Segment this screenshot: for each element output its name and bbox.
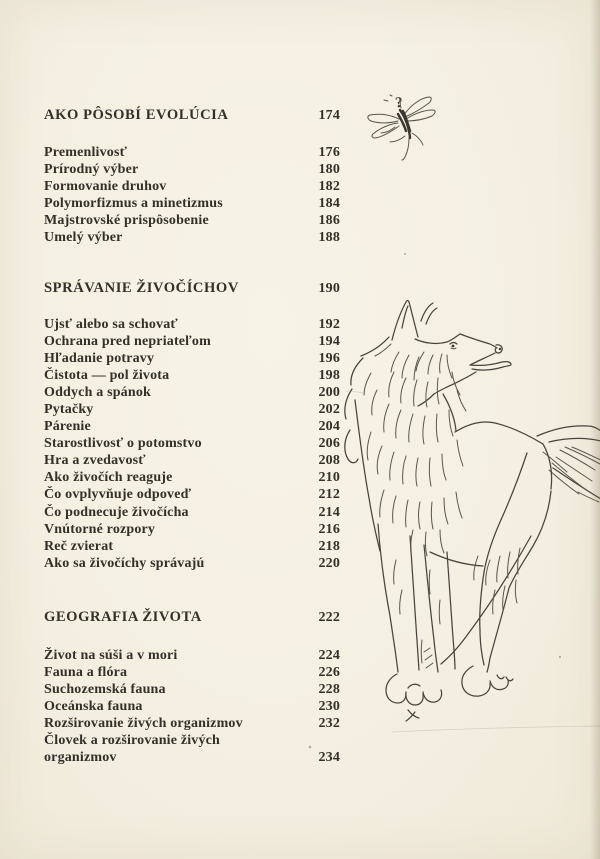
- toc-item: [44, 647, 340, 664]
- toc-item: [44, 350, 340, 367]
- scan-artifacts: [309, 253, 600, 748]
- toc-item-page: 224: [318, 647, 340, 663]
- toc-item-page: 194: [318, 333, 340, 349]
- toc-item-page: 226: [318, 664, 340, 680]
- toc-item-label: Čo podnecuje živočícha: [44, 504, 189, 520]
- toc-item-page: 204: [318, 419, 340, 435]
- toc-item-label: Ujsť alebo sa schovať: [44, 316, 178, 332]
- toc-item: [44, 418, 340, 435]
- toc-item: [44, 229, 340, 246]
- toc-section-heading: [44, 609, 340, 626]
- toc-item: [44, 486, 340, 503]
- toc-section-heading: [44, 280, 340, 297]
- toc-item-label: Oddych a spánok: [44, 384, 151, 400]
- toc-item: [44, 469, 340, 486]
- toc-item-label: Pytačky: [44, 401, 94, 417]
- toc-item-label: Vnútorné rozpory: [44, 521, 156, 537]
- toc-item-label: Človek a rozširovanie živých: [44, 732, 221, 748]
- toc-item: [44, 452, 340, 469]
- toc-item-page: 216: [318, 521, 340, 537]
- toc-section-items: [44, 647, 340, 767]
- toc-item-page: 214: [318, 504, 340, 520]
- toc-section-items: [44, 316, 340, 572]
- toc-item-label: Polymorfizmus a minetizmus: [44, 195, 223, 211]
- toc-item-page: 180: [318, 161, 340, 177]
- toc-item: [44, 555, 340, 572]
- toc-item: [44, 538, 340, 555]
- toc-item: [44, 384, 340, 401]
- toc-item: [44, 212, 340, 229]
- toc-item-page: 228: [318, 681, 340, 697]
- toc-item-page: 200: [318, 384, 340, 400]
- toc-item-label: Umelý výber: [44, 229, 123, 245]
- toc-item: [44, 749, 340, 766]
- toc-item-label: Čo ovplyvňuje odpoveď: [44, 487, 192, 503]
- toc-item: [44, 401, 340, 418]
- toc-item: [44, 161, 340, 178]
- toc-item-label: Párenie: [44, 419, 91, 435]
- toc-item-label: Premenlivosť: [44, 144, 128, 160]
- toc-heading-row: [44, 107, 340, 124]
- toc-item: [44, 367, 340, 384]
- toc-item-label: Čistota — pol života: [44, 367, 170, 383]
- toc-item: [44, 504, 340, 521]
- toc-item-label: Reč zvierat: [44, 538, 114, 554]
- section-page: 190: [318, 280, 340, 296]
- toc-item-page: 218: [318, 538, 340, 554]
- page-edge-shadow: [590, 0, 600, 859]
- toc-item-label: Suchozemská fauna: [44, 681, 166, 697]
- toc-item: [44, 732, 340, 749]
- toc-item-page: 206: [318, 436, 340, 452]
- toc-item-label: Majstrovské prispôsobenie: [44, 212, 209, 228]
- toc-heading-row: [44, 280, 340, 297]
- section-title: SPRÁVANIE ŽIVOČÍCHOV: [44, 279, 239, 296]
- toc-item: [44, 681, 340, 698]
- toc-item-label: Formovanie druhov: [44, 178, 167, 194]
- toc-item-page: 188: [318, 229, 340, 245]
- section-title: AKO PÔSOBÍ EVOLÚCIA: [44, 107, 229, 123]
- toc-item-label: Ako sa živočíchy správajú: [44, 555, 205, 571]
- toc-section-items: [44, 144, 340, 247]
- toc-item: [44, 435, 340, 452]
- toc-item-label: Fauna a flóra: [44, 664, 128, 680]
- dog-sketch: [345, 301, 600, 722]
- toc-item-label: Starostlivosť o potomstvo: [44, 436, 202, 452]
- toc-item: [44, 333, 340, 350]
- toc-item-page: 198: [318, 367, 340, 383]
- toc-item: [44, 316, 340, 333]
- toc-item-page: 234: [318, 750, 340, 766]
- question-mark-glyph: ?: [394, 94, 404, 112]
- section-page: 174: [318, 108, 340, 123]
- toc-item-page: 192: [318, 316, 340, 332]
- toc-item: [44, 521, 340, 538]
- toc-item-page: 182: [318, 178, 340, 194]
- toc-item-label: Ako živočích reaguje: [44, 470, 173, 486]
- toc-item-page: 212: [318, 487, 340, 503]
- toc-item: [44, 178, 340, 195]
- toc-item-page: 210: [318, 470, 340, 486]
- toc-item-label: Rozširovanie živých organizmov: [44, 715, 243, 731]
- toc-item-page: 220: [318, 555, 340, 571]
- toc-item-page: 232: [318, 715, 340, 731]
- insect-sketch: [368, 95, 435, 160]
- toc-item-label: organizmov: [44, 750, 117, 766]
- toc-item-label: Hľadanie potravy: [44, 350, 155, 366]
- section-title: GEOGRAFIA ŽIVOTA: [44, 608, 202, 625]
- section-page: 222: [318, 609, 340, 625]
- toc-item-label: Oceánska fauna: [44, 698, 143, 714]
- toc-item-page: 184: [318, 195, 340, 211]
- toc-item: [44, 664, 340, 681]
- toc-item-label: Život na súši a v mori: [44, 647, 178, 663]
- toc-item-page: 176: [318, 144, 340, 160]
- toc-item-label: Hra a zvedavosť: [44, 453, 146, 469]
- toc-item: [44, 715, 340, 732]
- toc-item: [44, 195, 340, 212]
- toc-item: [44, 698, 340, 715]
- toc-item-page: 202: [318, 401, 340, 417]
- toc-heading-row: [44, 609, 340, 626]
- toc-item-label: Prírodný výber: [44, 161, 139, 177]
- toc-item-page: 230: [318, 698, 340, 714]
- toc-item-label: Ochrana pred nepriateľom: [44, 333, 211, 349]
- toc-item-page: 208: [318, 453, 340, 469]
- toc-item-page: 196: [318, 350, 340, 366]
- toc-item-page: 186: [318, 212, 340, 228]
- toc-section-heading: [44, 107, 340, 124]
- toc-item: [44, 144, 340, 161]
